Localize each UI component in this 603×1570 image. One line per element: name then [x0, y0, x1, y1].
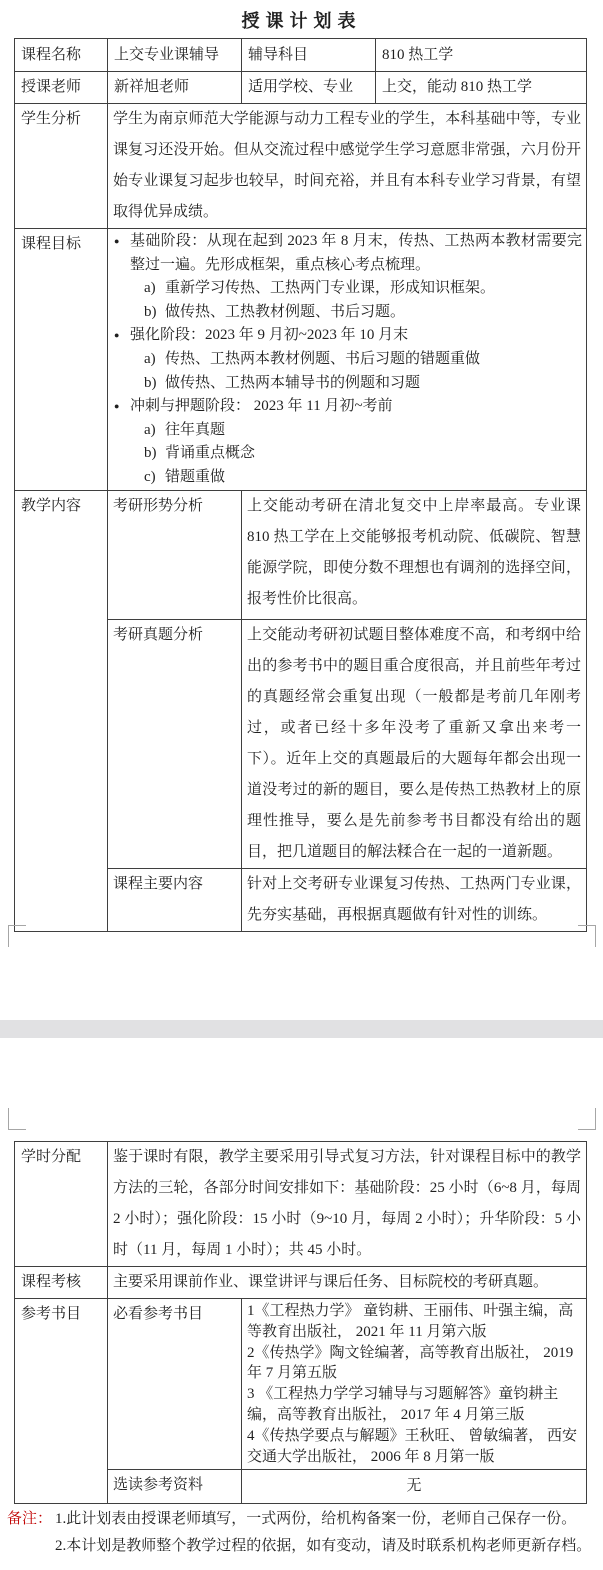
list-marker-icon: c)	[144, 468, 156, 485]
list-item: 2.本计划是教师整个教学过程的依据，如有变动，请及时联系机构老师更新存档。	[55, 1538, 592, 1554]
footer-notes	[7, 1506, 599, 1560]
list-item-text: 基础阶段：从现在起到 2023 年 8 月末，传热、工热两本教材需要完整过一遍。先形成框架，重点核心考点梳理。	[130, 233, 582, 273]
table-row	[15, 1299, 587, 1470]
page-break-gap	[0, 1020, 603, 1038]
list-item	[108, 395, 582, 419]
list-item	[108, 466, 582, 490]
list-item-text: 冲刺与押题阶段： 2023 年 11 月初~考前	[130, 398, 393, 415]
list-item	[108, 301, 582, 325]
list-item	[108, 348, 582, 372]
references-label: 参考书目	[15, 1299, 108, 1504]
list-item	[108, 230, 582, 277]
hours-label: 学时分配	[15, 1142, 108, 1267]
school-major-value: 上交，能动 810 热工学	[376, 72, 587, 104]
list-item: 4《传热学要点与解题》王秋旺、 曾敏编著， 西安交通大学出版社， 2006 年 8 月第一版	[247, 1427, 578, 1465]
list-item: 1.此计划表由授课老师填写，一式两份，给机构备案一份，老师自己保存一份。	[55, 1511, 577, 1527]
past-papers-label: 考研真题分析	[108, 619, 242, 868]
list-item	[108, 419, 582, 443]
course-name-label: 课程名称	[15, 39, 108, 72]
optional-books-value: 无	[242, 1470, 587, 1504]
table-row	[15, 72, 587, 104]
list-marker-icon: ●	[114, 236, 120, 246]
subject-label: 辅导科目	[242, 39, 376, 72]
list-item-text: 强化阶段：2023 年 9 月初~2023 年 10 月末	[130, 327, 409, 344]
list-item: 1《工程热力学》 童钧耕、王丽伟、叶强主编，高等教育出版社， 2021 年 11 月第六版	[247, 1303, 574, 1340]
page-title: 授课计划表	[241, 11, 362, 31]
table-row	[15, 39, 587, 72]
exam-situation-text: 上交能动考研在清北复交中上岸率最高。专业课 810 热工学在上交能够报考机动院、低碳院、智慧能源学院，即使分数不理想也有调剂的选择空间，报考性价比很高。	[242, 490, 587, 619]
page2-top-left-margin-mark	[8, 1108, 26, 1130]
notes-label: 备注：	[7, 1511, 53, 1527]
list-marker-icon: ●	[114, 401, 120, 412]
list-marker-icon: b)	[144, 374, 157, 391]
main-content-label: 课程主要内容	[108, 868, 242, 931]
assessment-label: 课程考核	[15, 1267, 108, 1299]
page2-top-right-margin-mark	[578, 1108, 596, 1130]
school-major-label: 适用学校、专业	[242, 72, 376, 104]
plan-table-top	[14, 38, 587, 932]
teacher-value: 新祥旭老师	[108, 72, 242, 104]
list-item	[108, 324, 582, 348]
table-row	[15, 104, 587, 229]
teacher-label: 授课老师	[15, 72, 108, 104]
table-row	[15, 490, 587, 619]
student-analysis-text: 学生为南京师范大学能源与动力工程专业的学生，本科基础中等，专业课复习还没开始。但从交流过程中感觉学生学习意愿非常强，六月份开始专业课复习起步也较早，时间充裕，并且有本科专业学习背景，有望取得优异成绩。	[108, 104, 587, 229]
list-marker-icon: a)	[144, 350, 156, 367]
table-row	[15, 1142, 587, 1267]
required-books-list	[242, 1299, 587, 1470]
student-analysis-label: 学生分析	[15, 104, 108, 229]
list-item: 3 《工程热力学学习辅导与习题解答》童钧耕主编，高等教育出版社， 2017 年 4 月第三版	[247, 1386, 559, 1423]
list-item-text: 传热、工热两本教材例题、书后习题的错题重做	[165, 350, 481, 367]
list-item-text: 重新学习传热、工热两门专业课，形成知识框架。	[165, 280, 496, 297]
exam-situation-label: 考研形势分析	[108, 490, 242, 619]
page1-bottom-right-margin-mark	[578, 925, 596, 947]
past-papers-text: 上交能动考研初试题目整体难度不高，和考纲中给出的参考书中的题目重合度很高，并且前些年考过的真题经常会重复出现（一般都是考前几年刚考过，或者已经十多年没考了重新又拿出来考一下）。近年上交的真题最后的大题每年都会出现一道没考过的新的题目，要么是传热工热教材上的原理性推导，要么是先前参考书目都没有给出的题目，把几道题目的解法糅合在一起的一道新题。	[242, 619, 587, 868]
list-item-text: 做传热、工热两本辅导书的例题和习题	[165, 374, 421, 391]
list-item-text: 做传热、工热教材例题、书后习题。	[165, 303, 406, 320]
subject-value: 810 热工学	[376, 39, 587, 72]
list-marker-icon: ●	[114, 330, 120, 341]
plan-table-bottom	[14, 1141, 587, 1504]
assessment-text: 主要采用课前作业、课堂讲评与课后任务、目标院校的考研真题。	[108, 1267, 587, 1299]
course-goals-label: 课程目标	[15, 229, 108, 491]
list-item-text: 往年真题	[165, 421, 226, 438]
teaching-content-label: 教学内容	[15, 490, 108, 931]
list-marker-icon: a)	[144, 280, 156, 297]
table-row	[15, 229, 587, 491]
page1-bottom-left-margin-mark	[8, 925, 26, 947]
table-row	[15, 1267, 587, 1299]
list-item-text: 背诵重点概念	[165, 445, 256, 462]
course-name-value: 上交专业课辅导	[108, 39, 242, 72]
list-item	[108, 442, 582, 466]
required-books-label: 必看参考书目	[108, 1299, 242, 1470]
list-marker-icon: b)	[144, 303, 157, 320]
main-content-text: 针对上交考研专业课复习传热、工热两门专业课，先夯实基础，再根据真题做有针对性的训练。	[242, 868, 587, 931]
hours-text: 鉴于课时有限，教学主要采用引导式复习方法，针对课程目标中的教学方法的三轮，各部分时间安排如下：基础阶段：25 小时（6~8 月，每周 2 小时）；强化阶段：15 小时（9~10 月，每周 2 小时）；升华阶段：5 小时（11 月，每周 1 小时）；共 45 小时。	[108, 1142, 587, 1267]
list-item-text: 错题重做	[165, 468, 226, 485]
list-marker-icon: a)	[144, 421, 156, 438]
course-goals-list	[108, 229, 587, 491]
list-item	[108, 372, 582, 396]
list-item: 2《传热学》陶文铨编著，高等教育出版社， 2019 年 7 月第五版	[247, 1344, 574, 1382]
notes-list	[55, 1506, 599, 1560]
list-item	[108, 277, 582, 301]
list-marker-icon: b)	[144, 445, 157, 462]
optional-books-label: 选读参考资料	[108, 1470, 242, 1504]
